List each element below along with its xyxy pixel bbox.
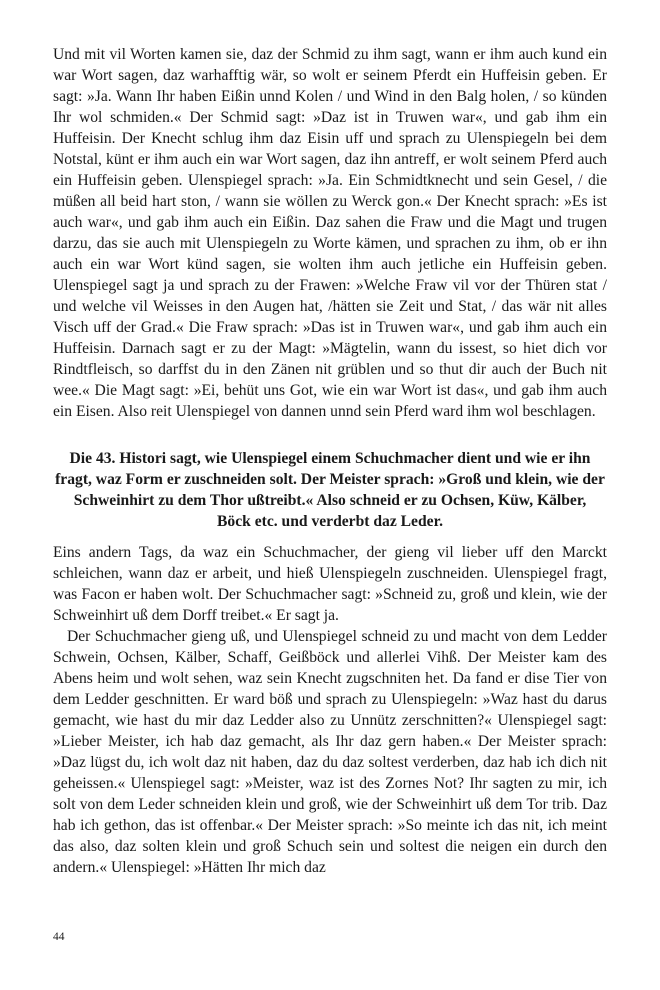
body-paragraph: Eins andern Tags, da waz ein Schuchmacher, der gieng vil lieber uff den Marckt schleichen, wann daz er arbeit, und hieß Ulenspiegeln zuschneiden. Ulenspiegel fragt, was Facon er haben wolt. Der Schuchmacher sagt: »Schneid zu, groß und klein, wie der Schweinhirt uß dem Dorff treibet.« Er sagt ja.: [53, 544, 607, 624]
book-page: [53, 44, 607, 878]
body-paragraph: Und mit vil Worten kamen sie, daz der Schmid zu ihm sagt, wann er ihm auch kund ein war Wort sagen, daz warhafftig wär, so wolt er seinem Pferdt ein Huffeisin geben. Er sagt: »Ja. Wann Ihr haben Eißin unnd Kolen / und Wind in den Balg holen, / so künden Ihr wol schmiden.« Der Schmid sagt: »Daz ist in Truwen war«, und gab ihm ein Huffeisin. Der Knecht schlug ihm daz Eisin uff und sprach zu Ulenspiegeln bei dem Notstal, künt er ihm auch ein war Wort sagen, daz ihn antreff, er wolt seinem Pferd auch ein Huffeisin geben. Ulenspiegel sprach: »Ja. Ein Schmidtknecht und sein Gesel, / die müßen all beid hart ston, / wann sie wöllen zu Werck gon.« Der Knecht sprach: »Es ist auch war«, und gab ihm auch ein Eißin. Daz sahen die Fraw und die Magt und trugen darzu, das sie auch mit Ulenspiegeln zu Worte kämen, und sprachen zu ihm, ob er ihn auch ein war Wort künd sagen, sie wolten ihm auch jetliche ein Huffeisin geben. Ulenspiegel sagt ja und sprach zu der Frawen: »Welche Fraw vil vor der Thüren stat / und welche vil Weisses in den Augen hat, /hätten sie Zeit und Stat, / das wär nit alles Visch uff der Grad.« Die Fraw sprach: »Das ist in Truwen war«, und gab ihm auch ein Huffeisin. Darnach sagt er zu der Magt: »Mägtelin, wann du issest, so hiet dich vor Rindtfleisch, so darffst du in den Zänen nit grüblen und so thut dir auch der Buch nit wee.« Die Magt sagt: »Ei, behüt uns Got, wie ein war Wort ist das«, und gab ihm auch ein Eisen. Also reit Ulenspiegel von dannen unnd sein Pferd ward ihm wol beschlagen.: [53, 46, 607, 420]
chapter-heading: Die 43. Histori sagt, wie Ulenspiegel einem Schuchmacher dient und wie er ihn fragt, waz Form er zuschneiden solt. Der Meister sprach: »Groß und klein, wie der Schweinhirt zu dem Thor ußtreibt.« Also schneid er zu Ochsen, Küw, Kälber, Böck etc. und verderbt daz Leder.: [55, 450, 605, 530]
body-paragraph: Der Schuchmacher gieng uß, und Ulenspiegel schneid zu und macht von dem Ledder Schwein, Ochsen, Kälber, Schaff, Geißböck und allerlei Vihß. Der Meister kam des Abens heim und wolt sehen, waz sein Knecht zugschniten het. Da fand er dise Tier von dem Ledder geschnitten. Er ward böß und sprach zu Ulenspiegeln: »Waz hast du darus gemacht, wie hast du mir daz Ledder also zu Unnütz zerschnitten?« Ulenspiegel sagt: »Lieber Meister, ich hab daz gemacht, als Ihr daz gern haben.« Der Meister sprach: »Daz lügst du, ich wolt daz nit haben, daz du daz soltest verderben, daz hab ich dich nit geheissen.« Ulenspiegel sagt: »Meister, waz ist des Zornes Not? Ihr sagten zu mir, ich solt von dem Leder schneiden klein und groß, wie der Schweinhirt uß dem Tor trib. Daz hab ich gethon, das ist offenbar.« Der Meister sprach: »So meinte ich das nit, ich meint das also, daz solten klein und groß Schuch sein und soltest die neigen ein durch den andern.« Ulenspiegel: »Hätten Ihr mich daz: [53, 628, 607, 876]
page-number: 44: [53, 931, 65, 943]
